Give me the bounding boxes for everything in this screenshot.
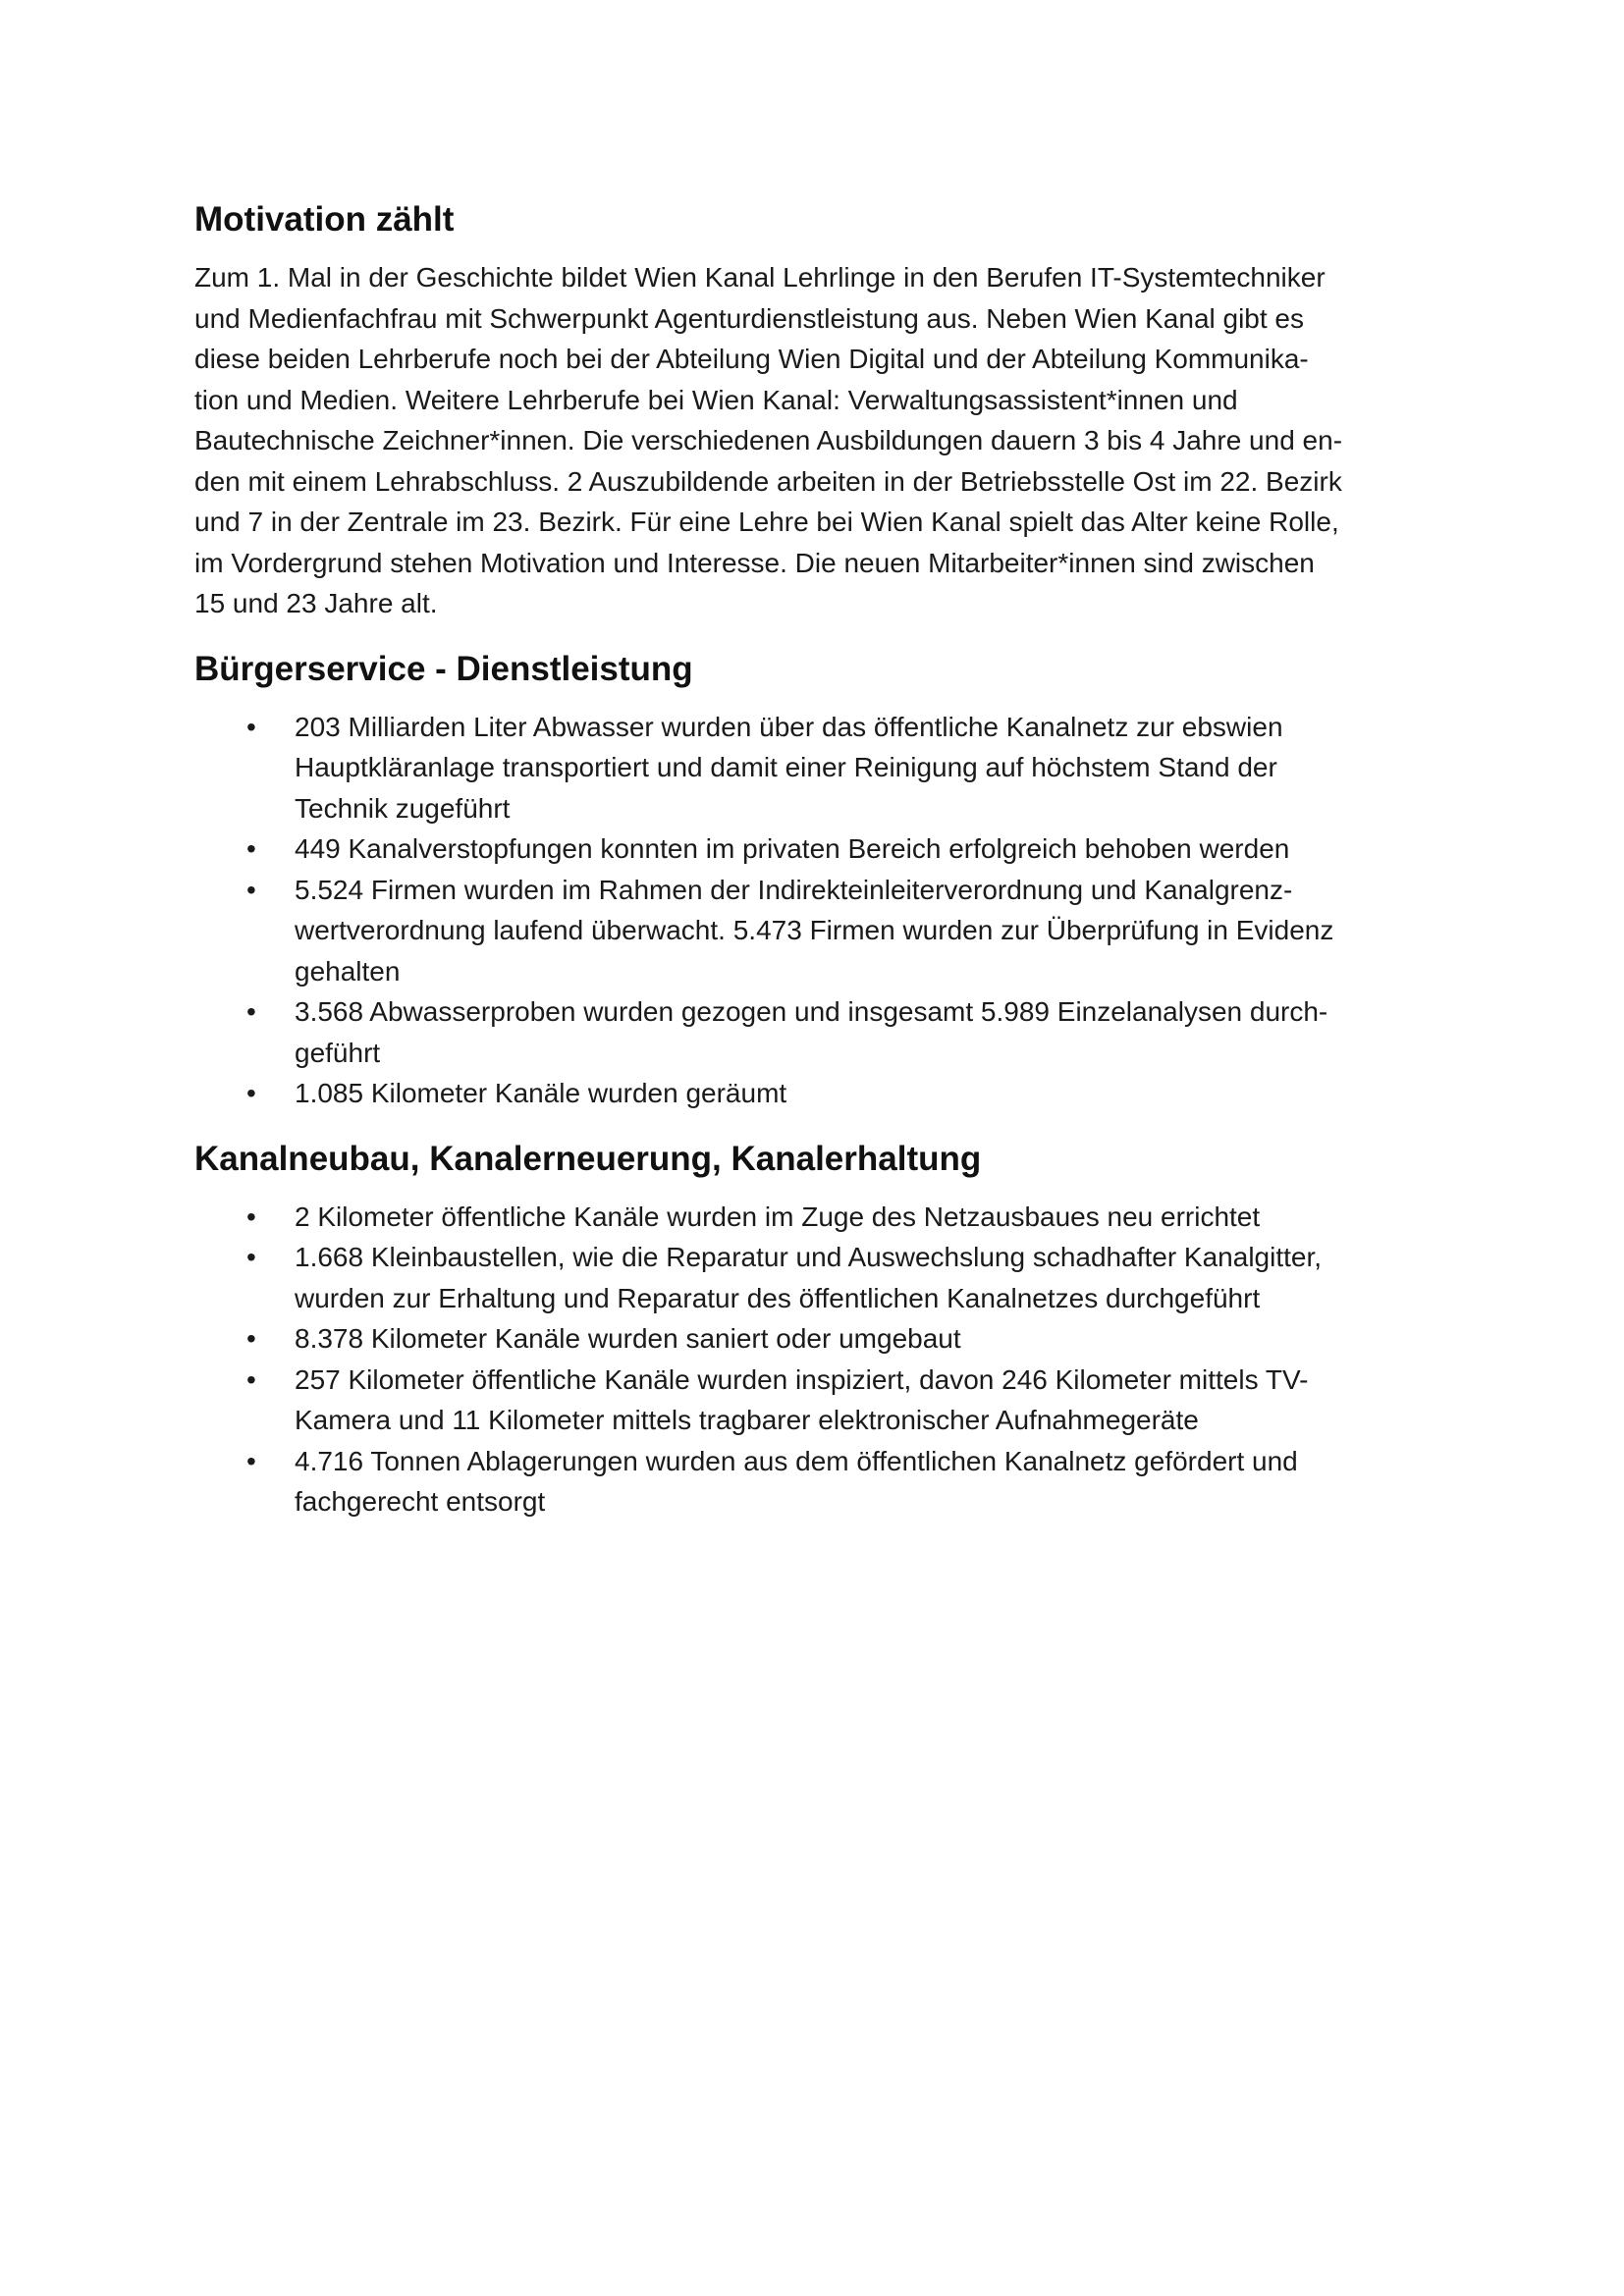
section-paragraph: Zum 1. Mal in der Geschichte bildet Wien Kanal Lehrlinge in den Berufen IT-Systemtechniker und Medienfachfrau mit Schwerpunkt Agenturdienstleistung aus. Neben Wien Kanal gibt es diese beiden Lehrberufe noch bei der Abteilung Wien Digital und der Abteilung Kommunika- tion und Medien. Weitere Lehrberufe bei Wien Kanal: Verwaltungsassistent*innen und Bautechnische Zeichner*innen. Die verschiedenen Ausbildungen dauern 3 bis 4 Jahre und en- den mit einem Lehrabschluss. 2 Auszubildende arbeiten in der Betriebsstelle Ost im 22. Bezirk und 7 in der Zentrale im 23. Bezirk. Für eine Lehre bei Wien Kanal spielt das Alter keine Rolle, im Vordergrund stehen Motivation und Interesse. Die neuen Mitarbeiter*innen sind zwischen 15 und 23 Jahre alt. xyxy=(194,262,1343,618)
section-kanalbau xyxy=(194,1136,1441,1522)
bullet-icon: • xyxy=(246,1323,256,1354)
list-item-text: 8.378 Kilometer Kanäle wurden saniert oder umgebaut xyxy=(295,1323,961,1354)
list-item xyxy=(194,1237,1441,1318)
list-item xyxy=(194,991,1441,1073)
bullet-icon: • xyxy=(246,1201,256,1232)
bullet-icon: • xyxy=(246,874,256,905)
section-heading: Kanalneubau, Kanalerneuerung, Kanalerhaltung xyxy=(194,1139,982,1178)
bullet-icon: • xyxy=(246,1078,256,1108)
bullet-icon: • xyxy=(246,711,256,742)
bullet-icon: • xyxy=(246,1445,256,1476)
list-item xyxy=(194,707,1441,829)
list-item-text: 449 Kanalverstopfungen konnten im privaten Bereich erfolgreich behoben werden xyxy=(295,833,1290,864)
list-item xyxy=(194,870,1441,992)
list-item-text: 3.568 Abwasserproben wurden gezogen und insgesamt 5.989 Einzelanalysen durch- geführt xyxy=(295,996,1328,1068)
list-item xyxy=(194,1197,1441,1238)
section-heading: Bürgerservice - Dienstleistung xyxy=(194,649,693,688)
bullet-icon: • xyxy=(246,833,256,864)
list-item-text: 1.085 Kilometer Kanäle wurden geräumt xyxy=(295,1078,787,1108)
bullet-icon: • xyxy=(246,1242,256,1272)
list-item xyxy=(194,1441,1441,1522)
list-item-text: 2 Kilometer öffentliche Kanäle wurden im Zuge des Netzausbaues neu errichtet xyxy=(295,1201,1261,1232)
section-motivation xyxy=(194,196,1441,624)
list-item xyxy=(194,1360,1441,1441)
section-heading: Motivation zählt xyxy=(194,200,455,239)
bullet-list xyxy=(194,1197,1441,1522)
document-page xyxy=(194,196,1441,1544)
bullet-list xyxy=(194,707,1441,1114)
list-item xyxy=(194,828,1441,870)
bullet-icon: • xyxy=(246,996,256,1027)
list-item xyxy=(194,1318,1441,1360)
bullet-icon: • xyxy=(246,1363,256,1395)
section-buergerservice xyxy=(194,646,1441,1114)
list-item-text: 4.716 Tonnen Ablagerungen wurden aus dem öffentlichen Kanalnetz gefördert und fachgerecht entsorgt xyxy=(295,1445,1298,1517)
list-item-text: 5.524 Firmen wurden im Rahmen der Indirekteinleiterverordnung und Kanalgrenz- wertverordnung laufend überwacht. 5.473 Firmen wurden zur Überprüfung in Evidenz gehalten xyxy=(295,874,1334,987)
list-item-text: 203 Milliarden Liter Abwasser wurden über das öffentliche Kanalnetz zur ebswien Hauptkläranlage transportiert und damit einer Reinigung auf höchstem Stand der Technik zugeführt xyxy=(295,711,1283,824)
list-item-text: 1.668 Kleinbaustellen, wie die Reparatur und Auswechslung schadhafter Kanalgitter, wurden zur Erhaltung und Reparatur des öffentlichen Kanalnetzes durchgeführt xyxy=(295,1242,1323,1313)
list-item xyxy=(194,1073,1441,1114)
list-item-text: 257 Kilometer öffentliche Kanäle wurden inspiziert, davon 246 Kilometer mittels TV- Kamera und 11 Kilometer mittels tragbarer elektronischer Aufnahmegeräte xyxy=(295,1363,1309,1435)
